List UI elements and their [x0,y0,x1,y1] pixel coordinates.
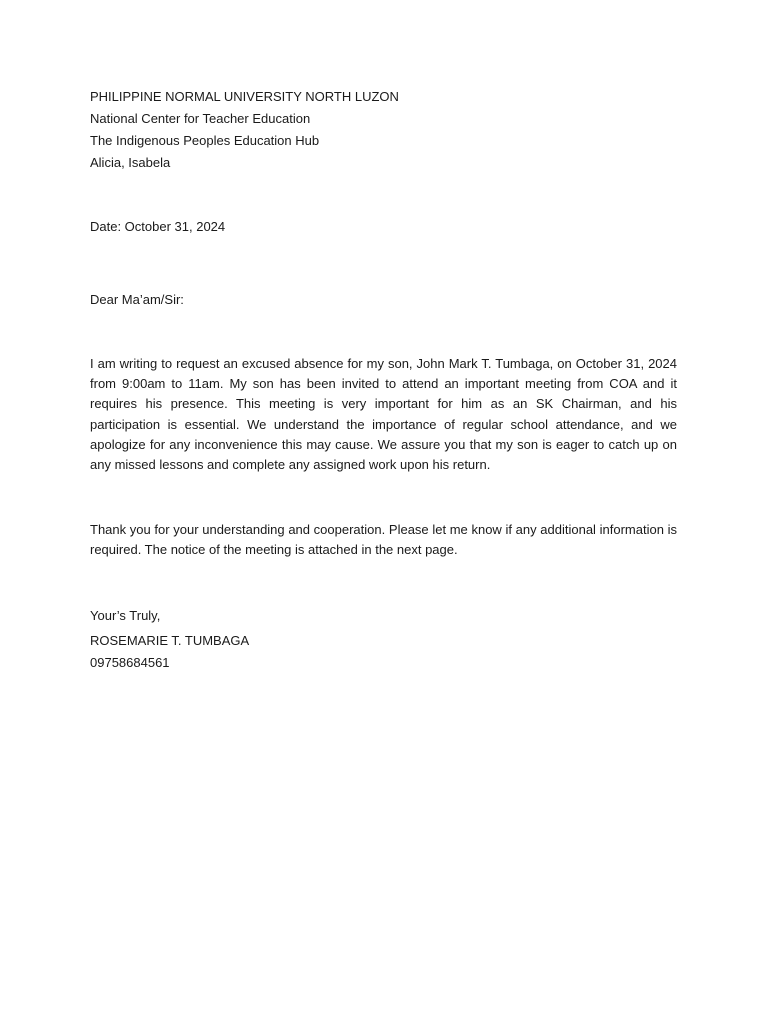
institution-location: Alicia, Isabela [90,155,171,170]
institution-name: PHILIPPINE NORMAL UNIVERSITY NORTH LUZON [90,89,399,104]
letter-body [90,86,677,674]
signer-phone: 09758684561 [90,654,170,670]
letter-salutation [90,289,677,311]
body-paragraph-2: Thank you for your understanding and cooperation. Please let me know if any additional information is required. The notice of the meeting is attached in the next page. [90,522,677,558]
institution-hub: The Indigenous Peoples Education Hub [90,133,320,148]
letter-closing [90,605,677,627]
closing-text: Your’s Truly, [90,607,161,623]
letter-header [90,86,677,174]
body-paragraph-1: I am writing to request an excused absence for my son, John Mark T. Tumbaga, on October 31, 2024 from 9:00am to 11am. My son has been invited to attend an important meeting from COA and it requires his presence. This meeting is very important for him as an SK Chairman, and his participation is essential. We understand the importance of regular school attendance, and we apologize for any inconvenience this may cause. We assure you that my son is eager to catch up on any missed lessons and complete any assigned work upon his return. [90,356,677,473]
letter-date [90,216,677,238]
institution-center: National Center for Teacher Education [90,111,311,126]
date-text: Date: October 31, 2024 [90,219,226,234]
signature-block [90,630,677,674]
salutation-text: Dear Ma’am/Sir: [90,292,184,307]
signer-name: ROSEMARIE T. TUMBAGA [90,632,250,648]
